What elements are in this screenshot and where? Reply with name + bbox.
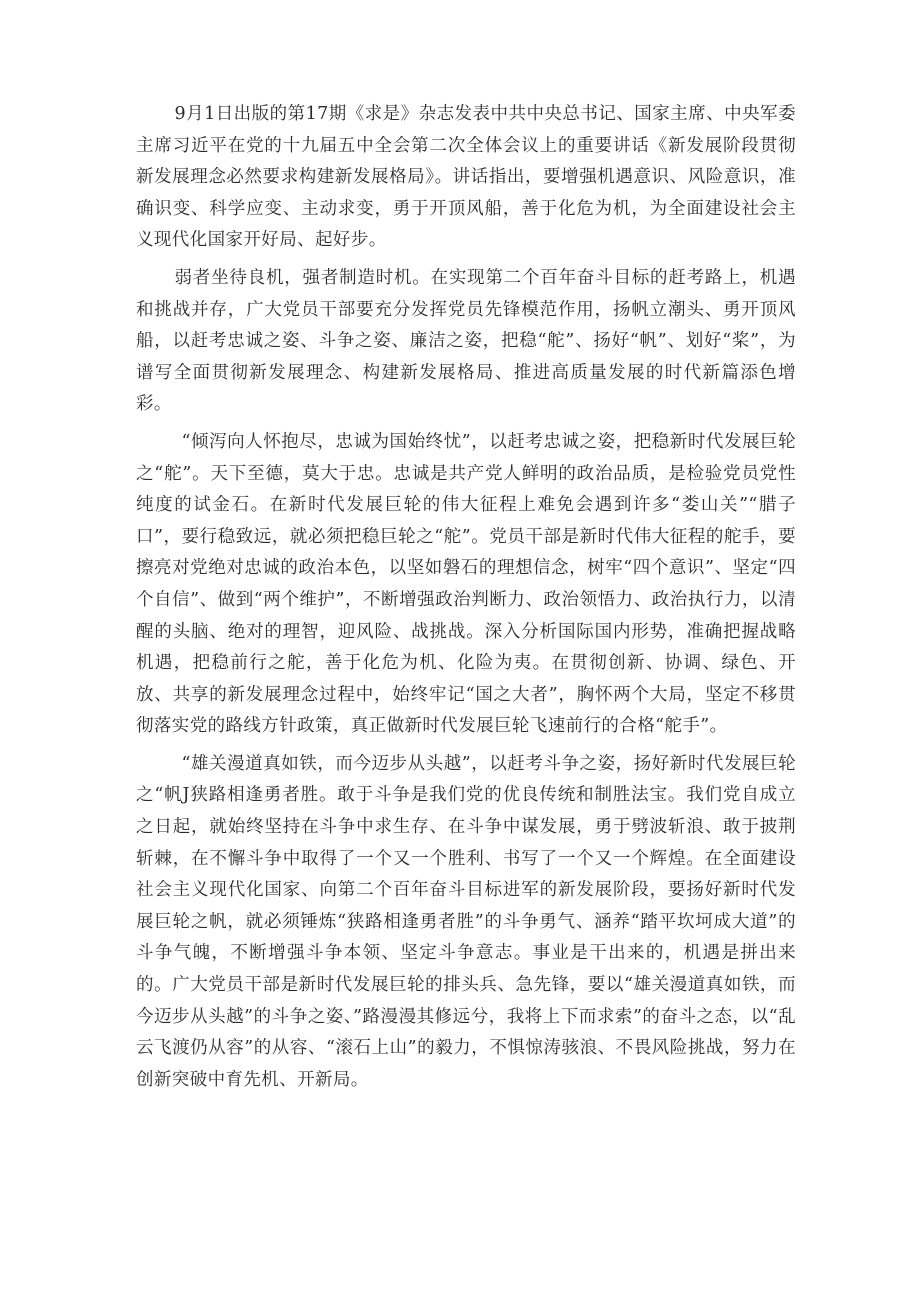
article-body [136,99,796,1102]
paragraph-intro: 9月1日出版的第17期《求是》杂志发表中共中央总书记、国家主席、中央军委主席习近平在党的十九届五中全会第二次全体会议上的重要讲话《新发展阶段贯彻新发展理念必然要求构建新发展格局》。讲话指出，要增强机遇意识、风险意识，准确识变、科学应变、主动求变，勇于开顶风船，善于化危为机，为全面建设社会主义现代化国家开好局、起好步。 [136,104,796,251]
paragraph-struggle: “雄关漫道真如铁，而今迈步从头越”，以赶考斗争之姿，扬好新时代发展巨轮之“帆J狭路相逢勇者胜。敢于斗争是我们党的优良传统和制胜法宝。我们党自成立之日起，就始终坚持在斗争中求生存、在斗争中谋发展，勇于劈波斩浪、敢于披荆斩棘，在不懈斗争中取得了一个又一个胜利、书写了一个又一个辉煌。在全面建设社会主义现代化国家、向第二个百年奋斗目标进军的新发展阶段，要扬好新时代发展巨轮之帆，就必须锤炼“狭路相逢勇者胜”的斗争勇气、涵养“踏平坎坷成大道”的斗争气魄，不断增强斗争本领、坚定斗争意志。事业是干出来的，机遇是拼出来的。广大党员干部是新时代发展巨轮的排头兵、急先锋，要以“雄关漫道真如铁，而今迈步从头越”的斗争之姿、”路漫漫其修远兮，我将上下而求索”的奋斗之态，以“乱云飞渡仍从容”的从容、“滚石上山”的毅力，不惧惊涛骇浪、不畏风险挑战，努力在创新突破中育先机、开新局。 [136,753,796,1090]
paragraph-loyalty: “倾泻向人怀抱尽，忠诚为国始终忧”，以赶考忠诚之姿，把稳新时代发展巨轮之“舵”。天下至德，莫大于忠。忠诚是共产党人鲜明的政治品质，是检验党员党性纯度的试金石。在新时代发展巨轮的伟大征程上难免会遇到许多“娄山关”“腊子口”，要行稳致远，就必须把稳巨轮之“舵”。党员干部是新时代伟大征程的舵手，要擦亮对党绝对忠诚的政治本色，以坚如磐石的理想信念，树牢“四个意识”、坚定“四个自信”、做到“两个维护”，不断增强政治判断力、政治领悟力、政治执行力，以清醒的头脑、绝对的理智，迎风险、战挑战。深入分析国际国内形势，准确把握战略机遇，把稳前行之舵，善于化危为机、化险为夷。在贯彻创新、协调、绿色、开放、共享的新发展理念过程中，始终牢记“国之大者”，胸怀两个大局，坚定不移贯彻落实党的路线方针政策，真正做新时代发展巨轮飞速前行的合格“舵手”。 [136,431,796,737]
paragraph-opportunity: 弱者坐待良机，强者制造时机。在实现第二个百年奋斗目标的赶考路上，机遇和挑战并存，广大党员干部要充分发挥党员先锋模范作用，扬帆立潮头、勇开顶风船，以赶考忠诚之姿、斗争之姿、廉洁之姿，把稳“舵”、扬好“帆”、划好“桨”，为谱写全面贯彻新发展理念、构建新发展格局、推进高质量发展的时代新篇添色增彩。 [136,267,796,415]
